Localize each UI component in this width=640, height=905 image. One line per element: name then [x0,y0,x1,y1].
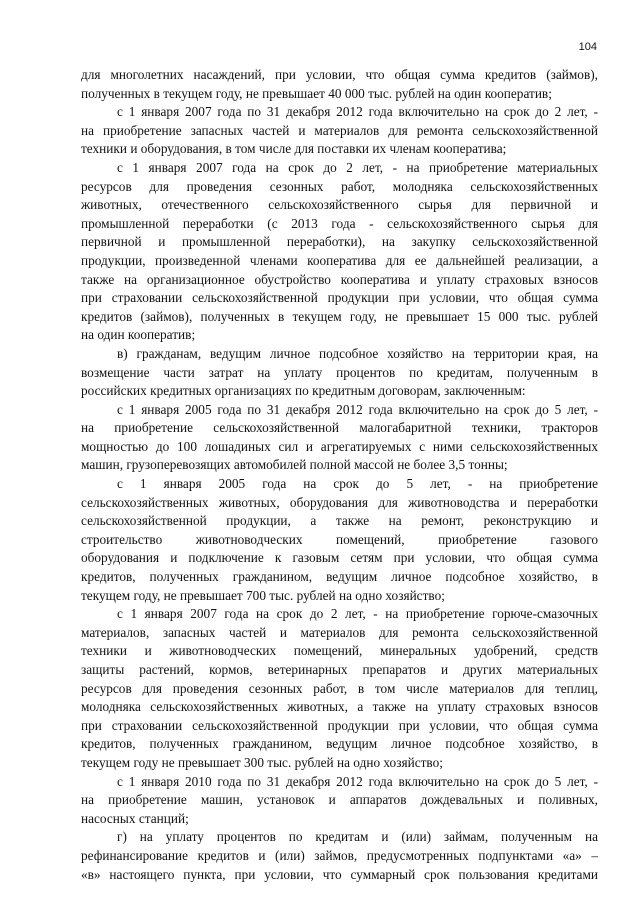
text-line: также на организационное обустройство кооператива и уплату страховых взносов [81,271,598,287]
text-line: при страховании сельскохозяйственной продукции при условии, что общая сумма [81,717,598,733]
text-line: кредитов, полученных гражданином, ведущим личное подсобное хозяйство, в [81,736,598,752]
text-line: строительство животноводческих помещений, приобретение газового [81,531,598,547]
text-line: для многолетних насаждений, при условии, что общая сумма кредитов (займов), [81,67,598,82]
text-line: промышленной переработки (с 2013 года - сельскохозяйственного сырья для [81,215,598,231]
text-line: с 1 января 2005 года по 31 декабря 2012 года включительно на срок до 5 лет, - [117,401,598,417]
text-line: первичной и промышленной переработки), на закупку сельскохозяйственной [81,234,598,250]
text-line: в) гражданам, ведущим личное подсобное хозяйство на территории края, на [117,345,598,361]
text-line: текущем году, не превышает 700 тыс. рублей на одно хозяйство; [81,587,445,603]
text-line: сельскохозяйственных животных, оборудования для животноводства и переработки [81,494,598,510]
text-line: рефинансирование кредитов и (или) займов, предусмотренных подпунктами «а» – [81,847,598,863]
text-line: машин, грузоперевозящих автомобилей полной массой не более 3,5 тонны; [81,457,508,473]
text-line: техники и оборудования, в том числе для поставки их членам кооператива; [81,141,507,157]
text-line: с 1 января 2007 года по 31 декабря 2012 года включительно на срок до 2 лет, - [117,104,598,120]
text-line: с 1 января 2005 года на срок до 5 лет, - на приобретение [117,476,598,492]
text-line: материалов, запасных частей и материалов для ремонта сельскохозяйственной [81,624,598,640]
text-line: защиты растений, кормов, ветеринарных препаратов и других материальных [81,662,598,677]
text-line: с 1 января 2010 года по 31 декабря 2012 года включительно на срок до 5 лет, - [117,773,598,789]
page-number: 104 [578,41,597,53]
text-line: «в» настоящего пункта, при условии, что суммарный срок пользования кредитами [81,866,598,882]
text-line: с 1 января 2007 года на срок до 2 лет, - на приобретение горюче-смазочных [117,606,598,622]
text-line: на один кооператив; [81,327,196,343]
text-line: ресурсов для проведения сезонных работ, в том числе материалов для теплиц, [81,680,598,696]
body-text [81,66,598,884]
text-line: мощностью до 100 лошадиных сил и агрегатируемых с ними сельскохозяйственных [81,438,598,454]
text-line: при страховании сельскохозяйственной продукции при условии, что общая сумма [81,290,598,306]
text-line: на приобретение машин, установок и аппаратов дождевальных и поливных, [81,792,598,808]
text-line: г) на уплату процентов по кредитам и (или) займам, полученным на [117,829,598,845]
text-line: кредитов (займов), полученных в текущем году, не превышает 15 000 тыс. рублей [81,308,598,324]
text-line: сельскохозяйственной продукции, а также на ремонт, реконструкцию и [81,513,598,529]
text-line: ресурсов для проведения сезонных работ, молодняка сельскохозяйственных [81,178,598,194]
text-line: насосных станций; [81,810,189,826]
text-line: на приобретение запасных частей и материалов для ремонта сельскохозяйственной [81,122,598,138]
text-line: молодняка сельскохозяйственных животных, а также на уплату страховых взносов [81,699,598,715]
text-line: кредитов, полученных гражданином, ведущим личное подсобное хозяйство, в [81,569,598,585]
text-line: текущем году не превышает 300 тыс. рублей на одно хозяйство; [81,754,443,770]
text-line: на приобретение сельскохозяйственной малогабаритной техники, тракторов [81,420,598,436]
text-line: полученных в текущем году, не превышает 40 000 тыс. рублей на один кооператив; [81,85,552,101]
text-line: техники и животноводческих помещений, минеральных удобрений, средств [81,643,598,659]
text-line: российских кредитных организациях по кредитным договорам, заключенным: [81,383,526,399]
text-line: возмещение части затрат на уплату процентов по кредитам, полученным в [81,364,598,380]
text-line: с 1 января 2007 года на срок до 2 лет, - на приобретение материальных [117,159,598,175]
text-line: оборудования и подключение к газовым сетям при условии, что общая сумма [81,550,598,566]
text-line: животных, отечественного сельскохозяйственного сырья для первичной и [81,197,598,213]
text-line: продукции, произведенной членами кооператива для ее дальнейшей реализации, а [81,252,598,268]
